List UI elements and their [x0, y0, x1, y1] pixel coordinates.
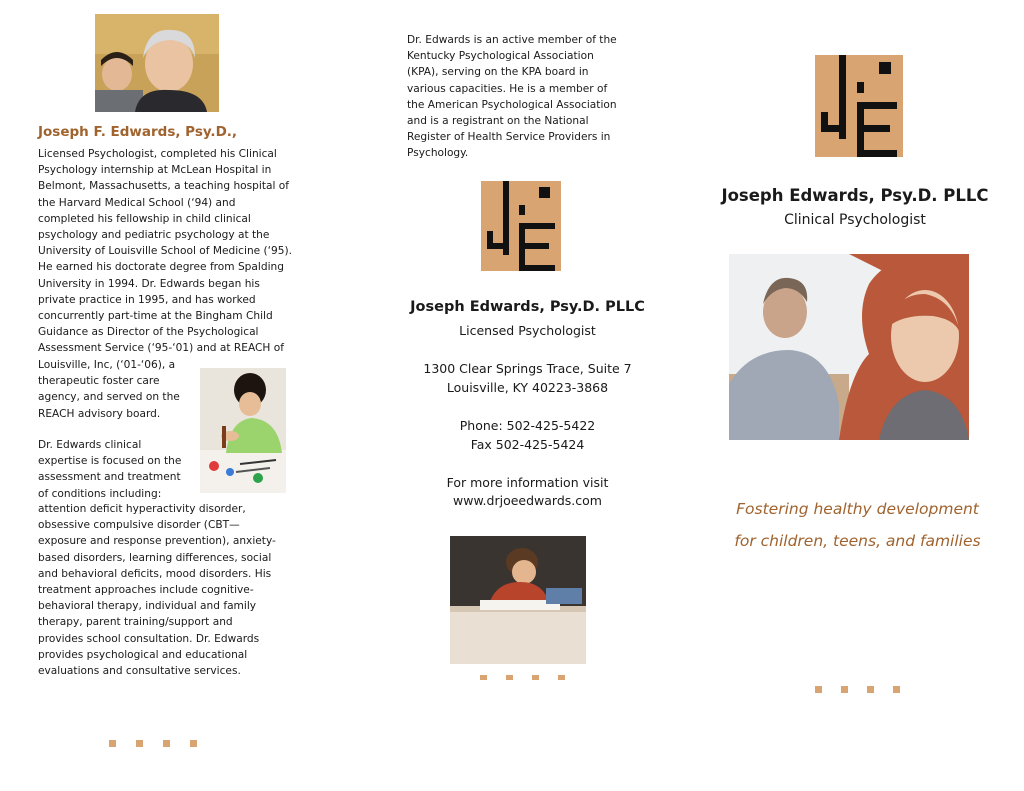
practice-name-middle: Joseph Edwards, Psy.D. PLLC	[410, 299, 645, 315]
tagline-line-1: Fostering healthy development	[736, 500, 979, 518]
bio-line: Guidance as Director of the Psychological	[38, 326, 259, 339]
logo-mark	[821, 112, 828, 132]
kpa-line: (KPA), serving on the KPA board in	[407, 66, 589, 79]
logo-mark	[857, 102, 897, 109]
bio-line: therapeutic foster care	[38, 375, 160, 388]
bio-line: provides psychological and educational	[38, 648, 248, 661]
bio-line: evaluations and consultative services.	[38, 665, 241, 678]
bio-line: Louisville, Inc, (‘01-‘06), a	[38, 359, 176, 371]
dot	[506, 675, 513, 680]
bio-line: University of Louisville School of Medicine (‘95).	[38, 245, 293, 258]
kpa-line: Dr. Edwards is an active member of the	[407, 34, 617, 46]
dot	[867, 686, 874, 693]
dot	[841, 686, 848, 693]
bio-line: Licensed Psychologist, completed his Clinical	[38, 148, 277, 160]
kpa-line: and is a registrant on the National	[407, 115, 589, 128]
kpa-paragraph	[407, 32, 622, 162]
bio-line: University in 1994. Dr. Edwards began his	[38, 277, 260, 290]
phone-number: Phone: 502-425-5422	[459, 418, 596, 433]
more-info-text: For more information visit	[446, 475, 609, 490]
bio-line: exposure and response prevention), anxiety-	[38, 535, 276, 548]
girl-painting-photo	[200, 368, 286, 493]
address-line-2: Louisville, KY 40223-3868	[446, 380, 609, 395]
dot	[893, 686, 900, 693]
dot	[480, 675, 487, 680]
bio-line: He earned his doctorate degree from Spalding	[38, 261, 284, 274]
bio-line: psychology and pediatric psychology at the	[38, 229, 270, 242]
boy-reading-photo	[450, 536, 586, 664]
decorative-dots-left	[109, 740, 197, 747]
dot	[190, 740, 197, 747]
decorative-dots-right	[815, 686, 900, 693]
practice-name-right: Joseph Edwards, Psy.D. PLLC	[721, 186, 989, 205]
bio-line: Assessment Service (‘95-‘01) and at REACH of	[38, 342, 284, 355]
bio-line: expertise is focused on the	[38, 455, 182, 468]
je-logo-middle	[481, 181, 561, 271]
logo-mark	[519, 223, 555, 229]
decorative-dots-middle	[480, 675, 565, 680]
bio-paragraph-2	[38, 437, 198, 502]
bio-paragraph-1-wrap	[38, 357, 198, 422]
bio-line: obsessive compulsive disorder (CBT—	[38, 519, 240, 532]
logo-mark	[857, 125, 890, 132]
dot	[532, 675, 539, 680]
bio-line: REACH advisory board.	[38, 407, 161, 420]
kpa-line: Kentucky Psychological Association	[407, 50, 594, 63]
dot	[109, 740, 116, 747]
bio-line: provides school consultation. Dr. Edwards	[38, 632, 260, 645]
dot	[136, 740, 143, 747]
bio-line: Dr. Edwards clinical	[38, 439, 142, 451]
bio-line: behavioral therapy, individual and family	[38, 600, 257, 613]
doctor-with-teen-photo	[95, 14, 219, 112]
bio-line: Psychology internship at McLean Hospital in	[38, 164, 272, 177]
logo-mark	[519, 205, 525, 215]
bio-line: concurrently part-time at the Bingham Child	[38, 310, 273, 323]
bio-line: therapy, parent training/support and	[38, 616, 233, 629]
bio-line: Belmont, Massachusetts, a teaching hospital of	[38, 180, 290, 193]
kpa-line: Psychology.	[407, 147, 469, 160]
logo-mark	[519, 243, 549, 249]
logo-mark	[857, 150, 897, 157]
bio-paragraph-1	[38, 146, 300, 357]
bio-line: treatment approaches include cognitive-	[38, 584, 254, 597]
kpa-line: various capacities. He is a member of	[407, 82, 608, 95]
bio-line: agency, and served on the	[38, 391, 180, 404]
dot	[558, 675, 565, 680]
tagline-line-2: for children, teens, and families	[734, 532, 981, 550]
logo-mark	[857, 82, 864, 93]
bio-line: the Harvard Medical School (‘94) and	[38, 196, 236, 209]
bio-line: and behavioral deficits, mood disorders. His	[38, 567, 272, 580]
doctor-name-heading: Joseph F. Edwards, Psy.D.,	[38, 124, 238, 140]
title-right: Clinical Psychologist	[784, 212, 926, 228]
teen-girl-with-therapist-photo	[729, 254, 969, 440]
fax-number: Fax 502-425-5424	[470, 437, 585, 452]
dot	[163, 740, 170, 747]
bio-line: completed his fellowship in child clinical	[38, 212, 251, 225]
bio-line: private practice in 1995, and has worked	[38, 293, 256, 306]
logo-mark	[879, 62, 891, 74]
bio-line: attention deficit hyperactivity disorder,	[38, 503, 246, 515]
logo-mark	[487, 231, 493, 249]
kpa-line: Register of Health Service Providers in	[407, 131, 611, 144]
bio-line: assessment and treatment	[38, 471, 181, 484]
title-middle: Licensed Psychologist	[459, 323, 596, 338]
address-line-1: 1300 Clear Springs Trace, Suite 7	[423, 361, 632, 376]
bio-paragraph-2-continued	[38, 501, 283, 679]
logo-mark	[539, 187, 550, 198]
kpa-line: the American Psychological Association	[407, 98, 617, 111]
bio-line: of conditions including:	[38, 487, 162, 500]
bio-line: based disorders, learning differences, social	[38, 551, 272, 564]
je-logo-right	[815, 55, 903, 157]
website-link[interactable]: www.drjoeedwards.com	[453, 493, 602, 508]
logo-mark	[519, 265, 555, 271]
dot	[815, 686, 822, 693]
